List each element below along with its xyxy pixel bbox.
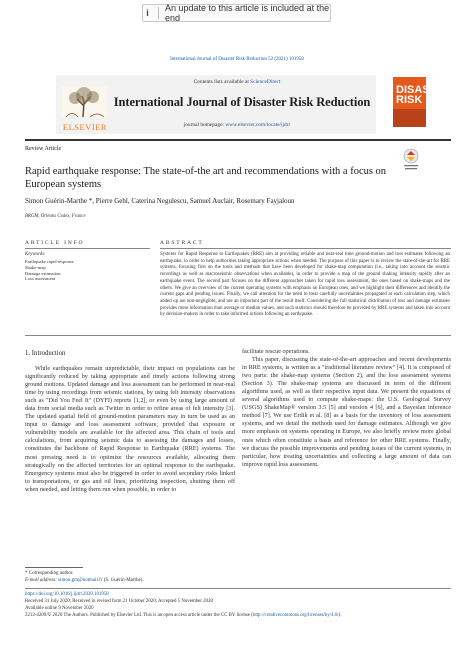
corresponding-author-note: * Corresponding author. (25, 571, 74, 576)
received-dates: Received 31 July 2020; Received in revised form 21 October 2020; Accepted 5 November 2020 (25, 599, 213, 604)
email-note (25, 578, 144, 583)
homepage-link[interactable]: www.elsevier.com/locate/ijdrr (225, 122, 291, 128)
section-heading-introduction: 1. Introduction (25, 350, 66, 357)
license-line (25, 613, 455, 618)
cover-text: DISASTER RISK (396, 84, 452, 106)
keyword-item: Damage estimation (25, 270, 61, 276)
banner-divider (158, 7, 159, 19)
journal-title: International Journal of Disaster Risk Reduction (113, 95, 371, 109)
elsevier-tree-logo (62, 86, 107, 118)
license-suffix: ). (338, 613, 342, 618)
intro-left-column: While earthquakes remain unpredictable, their impact on populations can be significantly reduced by taking appropriate and timely actions following strong ground motions. Updated damage and loss assessment can be performed in near-real time by using recordings from seismic stations, by using felt intensity observations such as "Did You Feel It" (DYFI) reports [1,2], or even by using large amount of data from social media such as Twitter in order to refine areas of felt intensity [3]. The updated spatial field of ground-motion parameters may in turn be used as an input to damage and loss assessment software, provided that exposure or vulnerability models are available for the affected area. This chain of tools and calculations, from acquiring seismic data to assessing the damages and losses, constitutes the backbone of Rapid Response to Earthquake (RRE) systems. The most pressing need is to optimize the resources available, allocating them strategically on the affected territories for an optimal response to the earthquake. Emergency systems must also be triggered in order to avoid secondary risks linked to transportations, or gas and oil lines, prioritizing inspection, shutting them off when needed, and letting them run when possible, in order to (25, 365, 235, 493)
email-link[interactable]: simon.gm@hotmail.fr (58, 578, 103, 583)
abstract-rule (160, 248, 451, 249)
footer-rule (25, 588, 451, 589)
keyword-item: Earthquake rapid response (25, 259, 74, 264)
article-info-heading: ARTICLE INFO (25, 240, 85, 246)
article-title: Rapid earthquake response: The state-of-the art and recommendations with a focus on European systems (25, 166, 387, 190)
journal-citation[interactable]: International Journal of Disaster Risk Reduction 52 (2021) 101958 (170, 57, 304, 62)
intro-right-column (242, 348, 451, 469)
sciencedirect-link[interactable]: ScienceDirect (250, 79, 281, 85)
license-prefix: 2212-4209/© 2020 The Authors. Published by Elsevier Ltd. This is an open access article under the CC BY license ( (25, 613, 253, 618)
article-type: Review Article (25, 146, 62, 152)
author-list: Simon Guérin-Marthe *, Pierre Gehl, Caterina Negulescu, Samuel Auclair, Rosemary Fayjaloun (25, 197, 295, 205)
info-rule (25, 248, 150, 249)
footnote-rule (25, 567, 83, 568)
intro-right-paragraph: facilitate rescue operations. (242, 348, 310, 355)
intro-right-paragraph: This paper, discussing the state-of-the-art approaches and recent developments in RRE systems, is written as a "traditional literature review" [4]. It is composed of two parts: the shake-map systems (Section 2), and the loss assessment systems (Section 3). The shake-map systems are discussed in term of the different algorithms used, as well as their respective input data. We present the equations of several algorithms used to compute shake-maps: the U.S. Geological Survey (USGS) ShakeMap® version 3.5 [5] and version 4 [6], and a Bayesian inference method [7]. We use Erdik et al. [8] as a basis for the inventory of loss assessment systems, and we detail the methods used for damage estimates. Although we give more emphasis on systems operating in Europe, we also briefly review more global ones which often constitute a basis and reference for other RRE systems. Finally, we discuss the possible improvements and pending issues of the current systems, in particular, how treating uncertainties and collecting a large amount of data can improve rapid loss assessment. (242, 356, 451, 468)
keyword-item: Shake-map (25, 264, 46, 270)
keyword-list (25, 259, 74, 282)
keyword-item: Loss assessment (25, 276, 56, 282)
journal-cover-thumbnail[interactable] (393, 77, 452, 127)
keywords-label: Keywords: (25, 252, 46, 257)
contents-prefix: Contents lists available at (193, 79, 251, 85)
header-rule (25, 139, 451, 141)
available-online: Available online 9 November 2020 (25, 606, 94, 611)
affiliation: BRGM, Orléans Cedex, France (25, 214, 86, 219)
cover-band (393, 109, 426, 127)
update-banner[interactable] (142, 4, 331, 22)
banner-text: An update to this article is included at the end (164, 3, 330, 23)
email-suffix: (S. Guérin-Marthe). (102, 578, 144, 583)
homepage-prefix: journal homepage: (183, 122, 226, 128)
abstract-heading: ABSTRACT (160, 240, 204, 246)
license-link[interactable]: http://creativecommons.org/licenses/by/4.0/ (252, 613, 339, 618)
check-for-updates-icon[interactable] (401, 147, 421, 173)
abstract-bottom-rule (25, 335, 451, 336)
doi-link[interactable]: https://doi.org/10.1016/j.ijdrr.2020.101958 (25, 592, 109, 597)
elsevier-wordmark: ELSEVIER (62, 122, 108, 132)
info-icon: i (146, 8, 149, 18)
abstract-text: Systems for Rapid Response to Earthquakes (RRE) aim at providing reliable and near-real time ground-motion and loss estimates following an earthquake, in order to help authorities taking appropriate actions when needed. The purpose of this paper is to review the state-of-the-art for RRE systems, focusing first on the tools and methods that have been developed for shake-map computation (i.e., taking into account the seismic recordings as well as macroseismic observations when available), in order to provide a map of the ground shaking intensity rapidly after an earthquake event. The second part focuses on the different approaches taken for rapid loss assessment, the ones based on shake-maps and the others. We give an overview of the current operating systems with emphasis on European ones, and we highlight their differences and identify the current gaps and pending issues. Finally, we call attention for the need to treat carefully uncertainties propagated at each calculation step, which added up are non-negligible, and are an important part of the result itself. Considering the full statistical distribution of loss and damage estimates provides more information than average or median values, and such statistics should therefore be provided by RRE systems and taken into account by decision-makers in order to take informed actions following an earthquake. (160, 252, 450, 318)
email-label: E-mail address: (25, 578, 59, 583)
